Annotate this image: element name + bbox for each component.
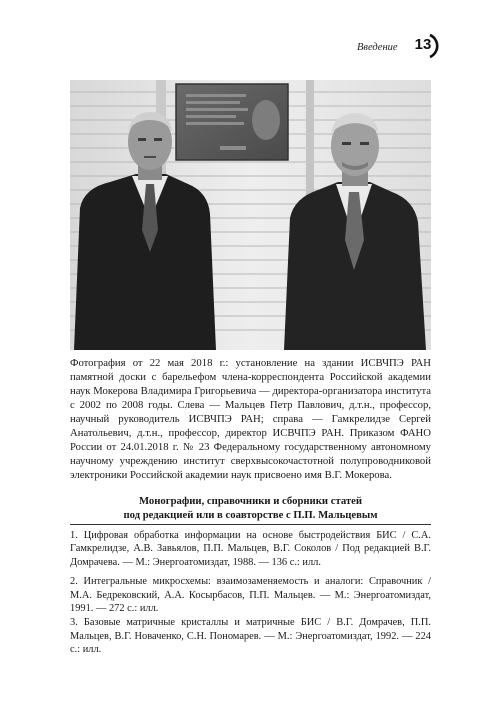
reference-item: 1. Цифровая обработка информации на основе быстродействия БИС / С.А. Гамкрелидзе, А.В. Завьялов, П.П. Мальцев, В.Г. Соколов / Под редакцией В.Г. Домрачева. — М.: Энергоатомиздат, 1988. — 136 с.: илл. — [70, 530, 431, 568]
reference-list — [70, 529, 431, 663]
section-title-line1: Монографии, справочники и сборники статей — [138, 495, 363, 507]
reference-item: 2. Интегральные микросхемы: взаимозаменяемость и аналоги: Справочник / М.А. Бедрековский, А.А. Косырбасов, П.П. Мальцев. — М.: Энергоатомиздат, 1991. — 272 с.: илл. — [70, 576, 431, 615]
section-divider — [70, 524, 431, 525]
photo-caption: Фотография от 22 мая 2018 г.: установление на здании ИСВЧПЭ РАН памятной доски с барельефом члена-корреспондента Российской академии наук Мокерова Владимира Григорьевича — директора-организатора института с 2002 по 2008 годы. Слева — Мальцев Петр Павлович, д.т.н., профессор, научный руководитель ИСВЧПЭ РАН; справа — Гамкрелидзе Сергей Анатольевич, д.т.н., профессор, директор ИСВЧПЭ РАН. Приказом ФАНО России от 24.01.2018 г. № 23 Федеральному государственному автономному научному учреждению институт сверхвысокочастотной полупроводниковой электроники Российской академии наук присвоено имя В.Г. Мокерова. — [70, 357, 431, 481]
section-title-line2: под редакцией или в соавторстве с П.П. Мальцевым — [123, 509, 378, 521]
running-header-section: Введение — [357, 42, 398, 53]
photograph — [70, 80, 431, 350]
reference-item: 3. Базовые матричные кристаллы и матричные БИС / В.Г. Домрачев, П.П. Мальцев, В.Г. Новаченко, С.Н. Пономарев. — М.: Энергоатомиздат, 1992. — 224 с.: илл. — [70, 617, 431, 656]
page-number-badge — [412, 33, 438, 59]
photo-illustration — [70, 80, 431, 350]
page-number: 13 — [414, 36, 432, 53]
section-title — [70, 494, 431, 522]
plaque-bas-relief — [252, 100, 280, 140]
